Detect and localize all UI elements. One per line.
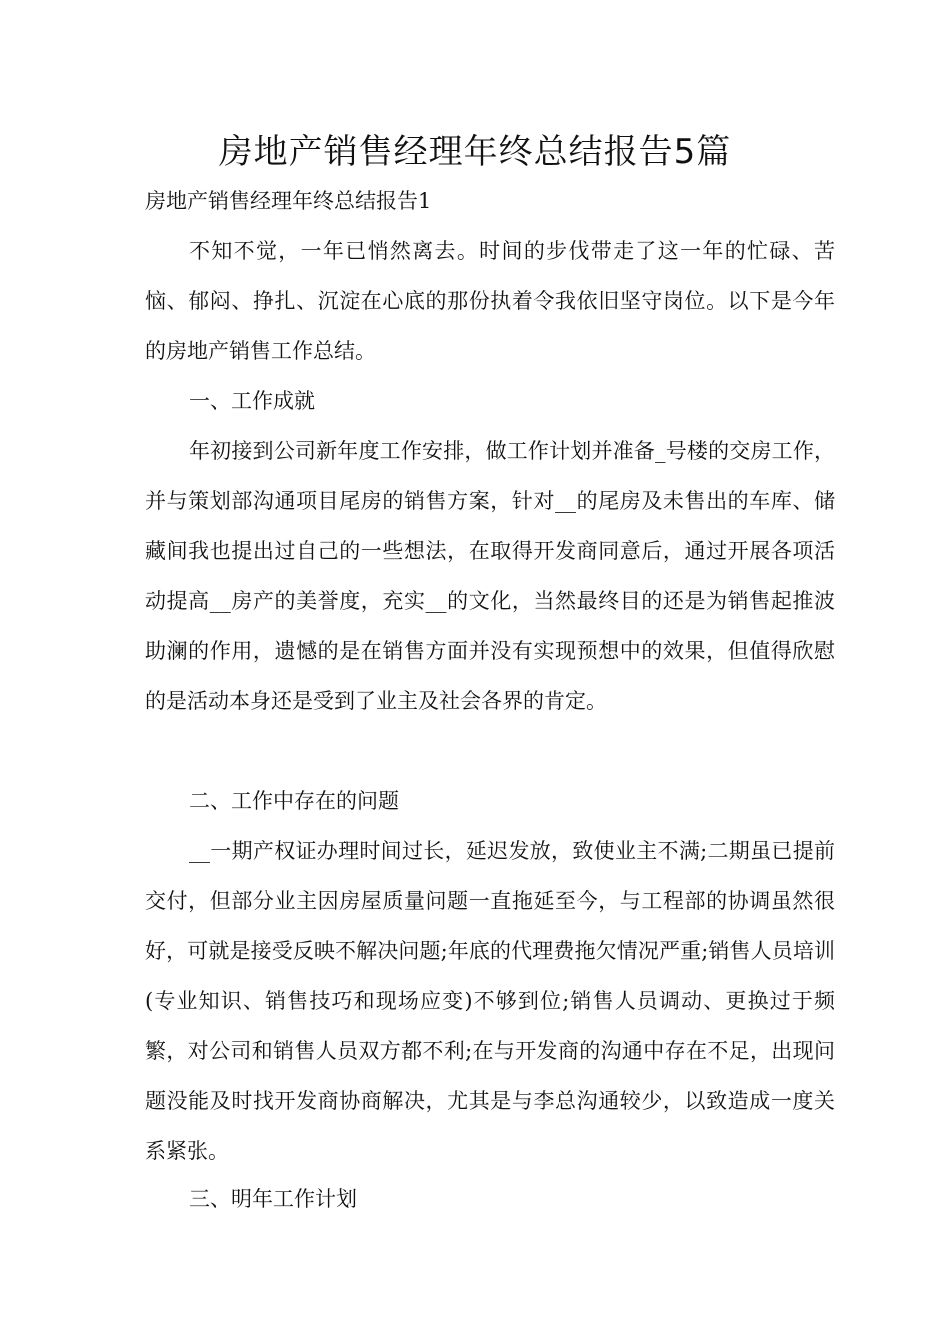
section-heading-next-year-plan: 三、明年工作计划 <box>189 1187 357 1211</box>
section-heading-achievements: 一、工作成就 <box>189 389 315 413</box>
paragraph-problems: __一期产权证办理时间过长，延迟发放，致使业主不满;二期虽已提前交付，但部分业主因房屋质量问题一直拖延至今，与工程部的协调虽然很好，可就是接受反映不解决问题;年底的代理费拖欠情况严重;销售人员培训(专业知识、销售技巧和现场应变)不够到位;销售人员调动、更换过于频繁，对公司和销售人员双方都不利;在与开发商的沟通中存在不足，出现问题没能及时找开发商协商解决，尤其是与李总沟通较少，以致造成一度关系紧张。 <box>145 839 835 1163</box>
paragraph-achievements: 年初接到公司新年度工作安排，做工作计划并准备_号楼的交房工作，并与策划部沟通项目尾房的销售方案，针对__的尾房及未售出的车库、储藏间我也提出过自己的一些想法，在取得开发商同意后，通过开展各项活动提高__房产的美誉度，充实__的文化，当然最终目的还是为销售起推波助澜的作用，遗憾的是在销售方面并没有实现预想中的效果，但值得欣慰的是活动本身还是受到了业主及社会各界的肯定。 <box>145 439 835 713</box>
document-title: 房地产销售经理年终总结报告5篇 <box>218 132 732 172</box>
paragraph-intro: 不知不觉，一年已悄然离去。时间的步伐带走了这一年的忙碌、苦恼、郁闷、挣扎、沉淀在心底的那份执着令我依旧坚守岗位。以下是今年的房地产销售工作总结。 <box>145 239 835 363</box>
section-heading-problems: 二、工作中存在的问题 <box>189 789 399 813</box>
document-subtitle: 房地产销售经理年终总结报告1 <box>145 189 432 213</box>
